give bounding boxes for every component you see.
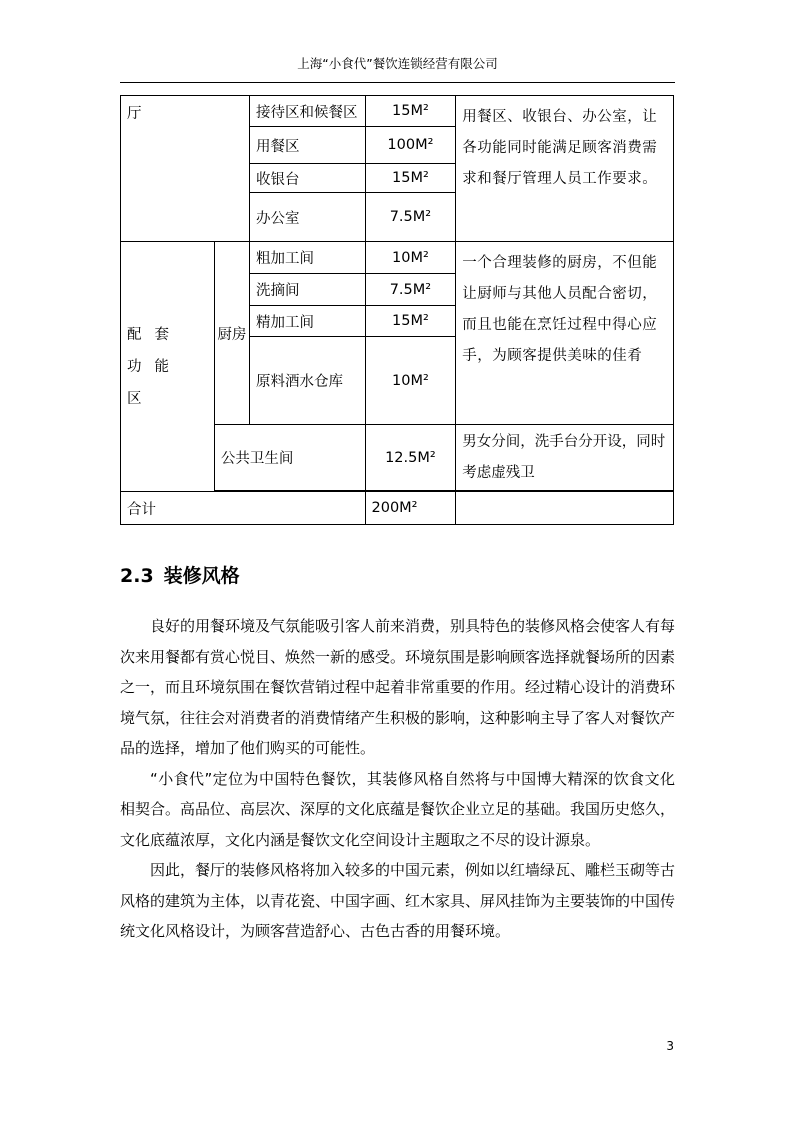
room-area: 7.5M² <box>365 274 456 306</box>
paragraph: 因此，餐厅的装修风格将加入较多的中国元素，例如以红墙绿瓦、雕栏玉砌等古风格的建筑为主体，以青花瓷、中国字画、红木家具、屏风挂饰为主要装饰的中国传统文化风格设计，为顾客营造舒心、古色古香的用餐环境。 <box>120 861 676 940</box>
room-name: 原料酒水仓库 <box>249 337 365 425</box>
paragraph: “小食代”定位为中国特色餐饮，其装修风格自然将与中国博大精深的饮食文化相契合。高品位、高层次、深厚的文化底蕴是餐饮企业立足的基础。我国历史悠久，文化底蕴浓厚，文化内涵是餐饮文化空间设计主题取之不尽的设计源泉。 <box>120 769 676 849</box>
room-area: 15M² <box>365 306 456 337</box>
section-title: 装修风格 <box>163 565 240 587</box>
header-rule <box>120 82 675 83</box>
section-body <box>120 611 675 947</box>
toilet-area: 12.5M² <box>365 425 456 491</box>
total-note <box>456 492 674 525</box>
support-area-label: 配套功能区 <box>121 242 215 492</box>
room-area: 10M² <box>365 242 456 274</box>
page-number: 3 <box>666 1039 674 1053</box>
hall-note: 用餐区、收银台、办公室，让各功能同时能满足顾客消费需求和餐厅管理人员工作要求。 <box>456 96 674 242</box>
room-name: 收银台 <box>249 164 365 193</box>
hall-label: 厅 <box>121 96 250 242</box>
room-name: 粗加工间 <box>249 242 365 274</box>
total-area: 200M² <box>365 492 456 525</box>
room-name: 洗摘间 <box>249 274 365 306</box>
room-name: 用餐区 <box>249 127 365 164</box>
room-area: 15M² <box>365 96 456 127</box>
kitchen-note: 一个合理装修的厨房，不但能让厨师与其他人员配合密切，而且也能在烹饪过程中得心应手，为顾客提供美味的佳肴 <box>456 242 674 425</box>
room-area: 10M² <box>365 337 456 425</box>
total-label: 合计 <box>121 492 366 525</box>
room-area: 15M² <box>365 164 456 193</box>
area-table <box>120 95 674 525</box>
room-area: 7.5M² <box>365 193 456 242</box>
toilet-name: 公共卫生间 <box>214 425 365 491</box>
toilet-note: 男女分间，洗手台分开设，同时考虑虚残卫 <box>456 425 674 491</box>
room-name: 精加工间 <box>249 306 365 337</box>
table-row <box>121 96 674 127</box>
table-row <box>121 242 674 274</box>
section-number: 2.3 <box>120 565 154 587</box>
kitchen-label: 厨房 <box>214 242 249 425</box>
section-heading <box>120 561 240 588</box>
room-area: 100M² <box>365 127 456 164</box>
table-row-total <box>121 492 674 525</box>
paragraph: 良好的用餐环境及气氛能吸引客人前来消费，别具特色的装修风格会使客人有每次来用餐都有赏心悦目、焕然一新的感受。环境氛围是影响顾客选择就餐场所的因素之一，而且环境氛围在餐饮营销过程中起着非常重要的作用。经过精心设计的消费环境气氛，往往会对消费者的消费情绪产生积极的影响，这种影响主导了客人对餐饮产品的选择，增加了他们购买的可能性。 <box>120 617 676 757</box>
room-name: 接待区和候餐区 <box>249 96 365 127</box>
room-name: 办公室 <box>249 193 365 242</box>
page-header: 上海“小食代”餐饮连锁经营有限公司 <box>297 56 498 71</box>
